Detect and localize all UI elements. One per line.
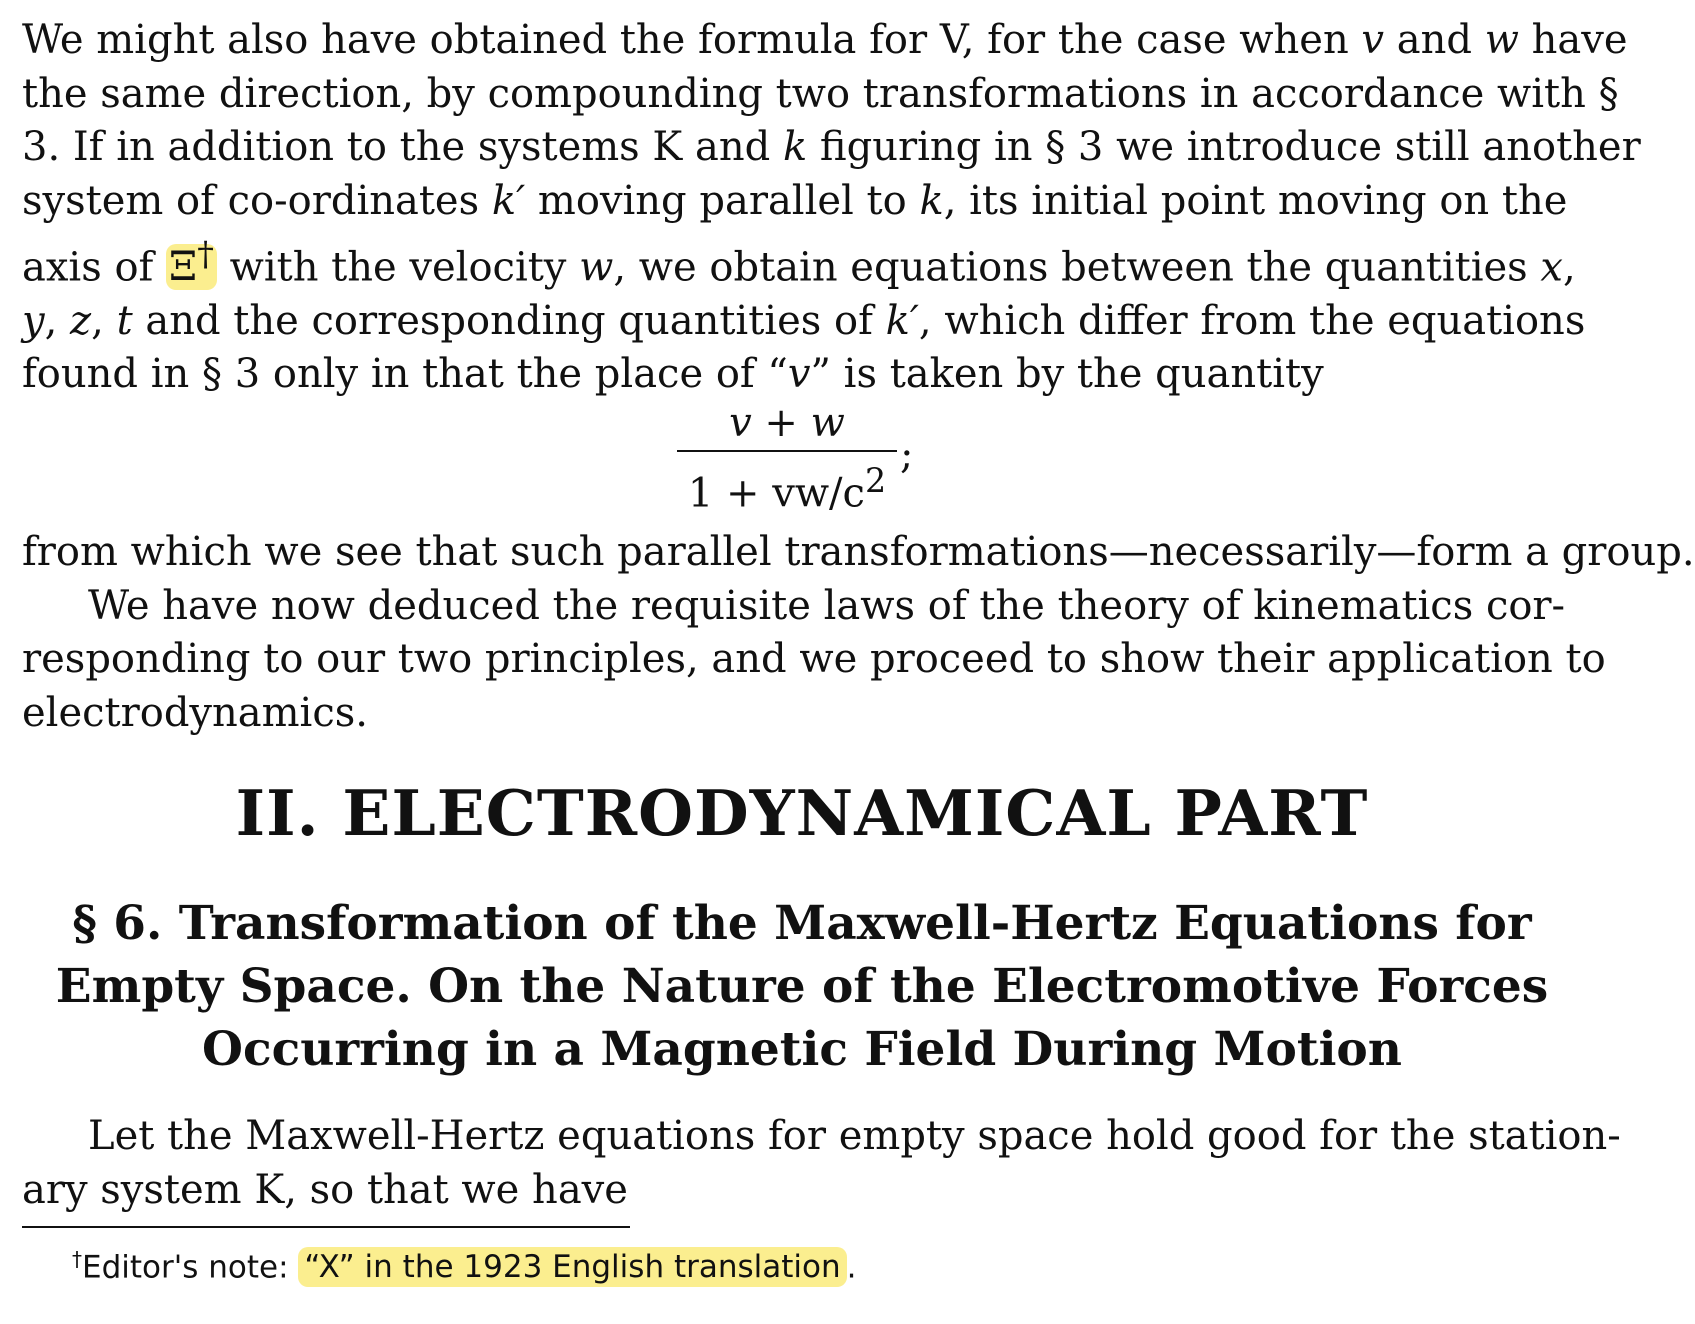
footnote-label: Editor's note: [82,1249,299,1286]
section-heading-line: § 6. Transformation of the Maxwell-Hertz Equations for [72,896,1532,951]
equation-semicolon: ; [900,432,914,478]
text-line: electrodynamics. [22,689,368,736]
text-line: We have now deduced the requisite laws of the theory of kinematics cor- [88,582,1566,629]
text-line: from which we see that such parallel transformations—necessarily—form a group. [22,529,1695,575]
text-line: found in § 3 only in that the place of “v” is taken by the quantity [22,351,1324,398]
text-line: responding to our two principles, and we proceed to show their application to [22,636,1606,682]
section-heading-line: Occurring in a Magnetic Field During Motion [202,1022,1402,1077]
text-line: system of co-ordinates k′ moving parallel to k, its initial point moving on the [22,177,1568,224]
section-heading [22,892,1582,1081]
footnote-rule [22,1226,630,1228]
velocity-addition-equation [22,398,1542,517]
section-heading-line: Empty Space. On the Nature of the Electromotive Forces [55,959,1549,1014]
text-line: 3. If in addition to the systems K and k figuring in § 3 we introduce still another [22,124,1641,170]
text-line: the same direction, by compounding two transformations in accordance with § [22,70,1619,117]
fraction-numerator: v + w [729,400,845,446]
fraction-bar [677,450,897,452]
footnote-marker[interactable]: † [197,235,214,274]
part-heading: II. ELECTRODYNAMICAL PART [235,776,1369,850]
paragraph-group [22,526,1695,740]
footnote-period: . [846,1249,857,1286]
page [22,0,1695,1213]
footnote [72,1234,856,1292]
fraction [677,398,897,517]
highlighted-footnote-text[interactable]: “X” in the 1923 English translation [298,1247,846,1287]
fraction-denominator: $1 + vw/c^2$ [687,461,887,517]
text-line: y, z, t and the corresponding quantities of k′, which differ from the equations [22,297,1586,344]
text-line: ary system K, so that we have [22,1166,628,1213]
text-line: axis of Ξ† with the velocity w, we obtain equations between the quantities x, [22,235,1576,291]
paragraph-maxwell [22,1110,1621,1217]
paragraph-kinematics [22,0,1641,402]
text-line: Let the Maxwell-Hertz equations for empty space hold good for the station- [88,1113,1621,1159]
text-line: We might also have obtained the formula for V, for the case when v and w have [22,17,1628,63]
footnote-marker: † [72,1247,82,1271]
highlighted-symbol[interactable]: Ξ† [166,244,217,290]
